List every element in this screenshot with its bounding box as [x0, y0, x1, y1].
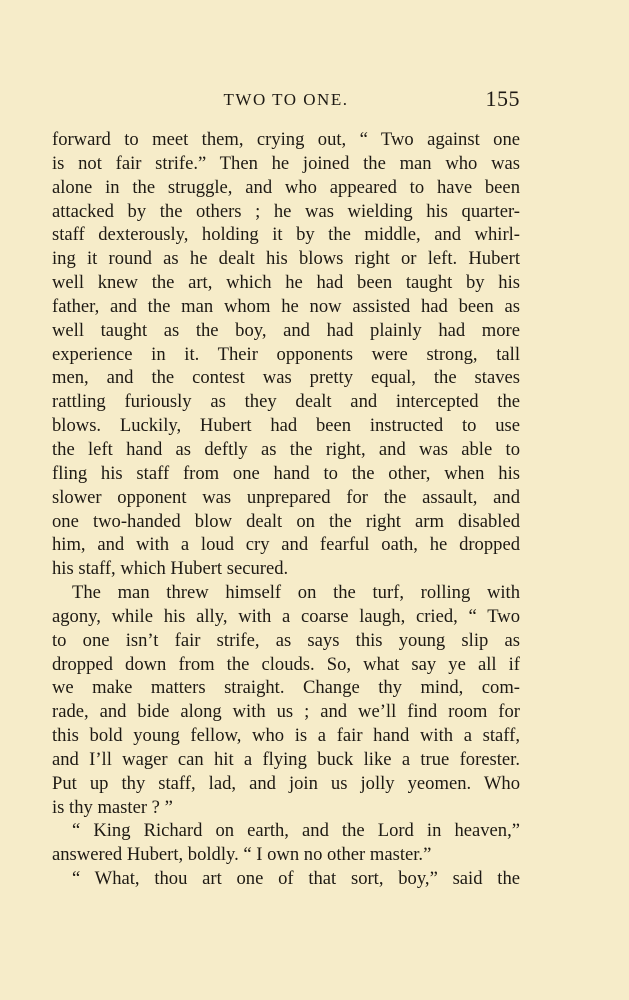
text-line: one two-handed blow dealt on the right arm disabled [52, 510, 520, 532]
text-line: forward to meet them, crying out, “ Two against one [52, 129, 520, 150]
text-line: is not fair strife.” Then he joined the man who was [52, 152, 520, 174]
text-line: “ What, thou art one of that sort, boy,” said the [72, 868, 520, 890]
text-line: well taught as the boy, and had plainly had more [52, 319, 520, 341]
text-line: is thy master ? ” [52, 796, 173, 818]
text-line: dropped down from the clouds. So, what say ye all if [52, 653, 520, 675]
text-line: rattling furiously as they dealt and intercepted the [52, 391, 520, 413]
text-line: agony, while his ally, with a coarse laugh, cried, “ Two [52, 605, 520, 627]
text-line: experience in it. Their opponents were strong, tall [52, 343, 520, 365]
text-line: his staff, which Hubert secured. [52, 558, 289, 580]
text-line: father, and the man whom he now assisted had been as [52, 295, 520, 317]
page-number: 155 [485, 86, 520, 111]
text-line: slower opponent was unprepared for the assault, and [52, 486, 520, 508]
body-text [52, 128, 520, 891]
text-line: Put up thy staff, lad, and join us jolly yeomen. Who [52, 772, 520, 794]
text-line: to one isn’t fair strife, as says this young slip as [52, 629, 520, 651]
text-line: this bold young fellow, who is a fair hand with a staff, [52, 725, 520, 747]
text-line: fling his staff from one hand to the other, when his [52, 462, 520, 484]
text-line: “ King Richard on earth, and the Lord in heaven,” [72, 820, 520, 842]
running-title: TWO TO ONE. [223, 90, 349, 109]
text-line: blows. Luckily, Hubert had been instructed to use [52, 415, 520, 437]
text-line: well knew the art, which he had been taught by his [52, 272, 520, 294]
text-line: we make matters straight. Change thy mind, com- [52, 677, 520, 699]
running-head [52, 86, 520, 116]
text-line: staff dexterously, holding it by the middle, and whirl- [52, 224, 520, 246]
text-line: alone in the struggle, and who appeared to have been [52, 176, 520, 198]
text-line: him, and with a loud cry and fearful oath, he dropped [52, 534, 520, 556]
text-line: attacked by the others ; he was wielding his quarter- [52, 200, 520, 222]
text-line: the left hand as deftly as the right, and was able to [52, 438, 520, 460]
text-line: rade, and bide along with us ; and we’ll find room for [52, 701, 520, 723]
text-line: answered Hubert, boldly. “ I own no other master.” [52, 844, 432, 866]
text-line: ing it round as he dealt his blows right or left. Hubert [52, 248, 520, 270]
text-line: and I’ll wager can hit a flying buck like a true forester. [52, 748, 520, 770]
text-line: The man threw himself on the turf, rolling with [72, 582, 520, 604]
text-line: men, and the contest was pretty equal, the staves [52, 367, 520, 389]
